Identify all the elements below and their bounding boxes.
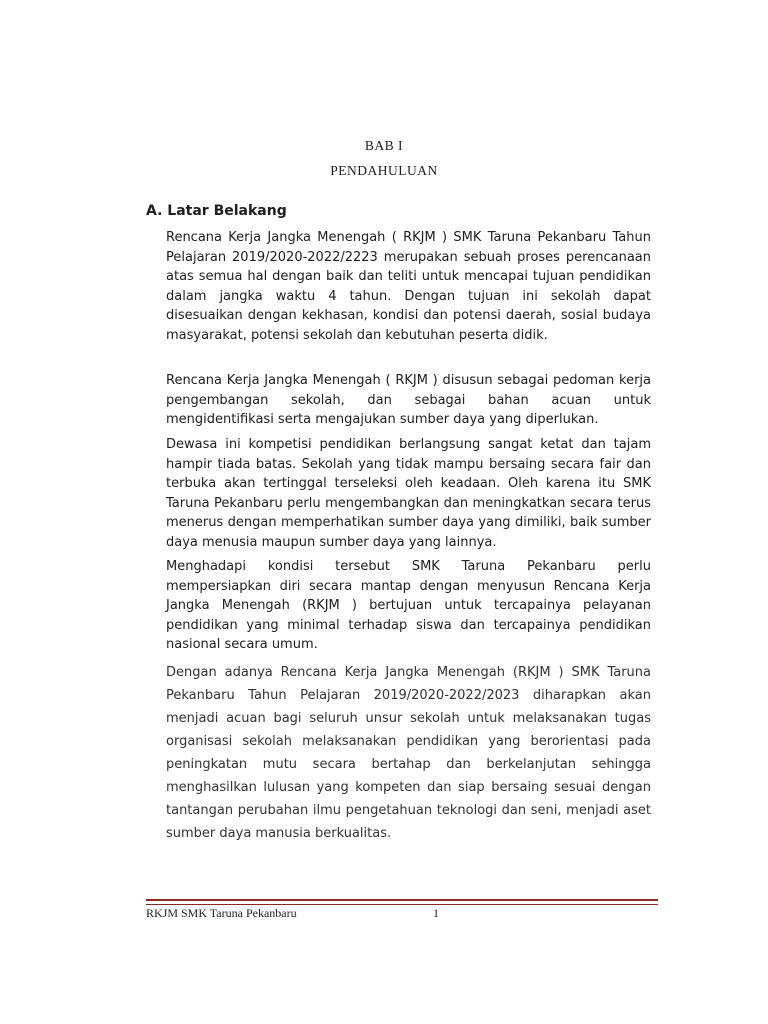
paragraph-2: Rencana Kerja Jangka Menengah ( RKJM ) disusun sebagai pedoman kerja pengembangan sekolah, dan sebagai bahan acuan untuk mengidentifikasi serta mengajukan sumber daya yang diperlukan.: [166, 373, 651, 427]
paragraph-3: Dewasa ini kompetisi pendidikan berlangsung sangat ketat dan tajam hampir tiada batas. Sekolah yang tidak mampu bersaing secara fair dan terbuka akan tertinggal terseleksi oleh keadaan. Oleh karena itu SMK Taruna Pekanbaru perlu mengembangkan dan meningkatkan secara terus menerus dengan memperhatikan sumber daya yang dimiliki, baik sumber daya menusia maupun sumber daya yang lainnya.: [166, 437, 651, 550]
chapter-heading: BAB I: [364, 138, 404, 153]
paragraph-4: Menghadapi kondisi tersebut SMK Taruna Pekanbaru perlu mempersiapkan diri secara mantap dengan menyusun Rencana Kerja Jangka Menengah (RKJM ) bertujuan untuk tercapainya pelayanan pendidikan yang minimal terhadap siswa dan tercapainya pendidikan nasional secara umum.: [166, 559, 651, 652]
footer-divider-thin: [146, 904, 658, 905]
paragraph-5: Dengan adanya Rencana Kerja Jangka Menengah (RKJM ) SMK Taruna Pekanbaru Tahun Pelajaran 2019/2020-2022/2023 diharapkan akan menjadi acuan bagi seluruh unsur sekolah untuk melaksanakan tugas organisasi sekolah melaksanakan pendidikan yang berorientasi pada peningkatan mutu secara bertahap dan berkelanjutan sehingga menghasilkan lulusan yang kompeten dan siap bersaing sesuai dengan tantangan perubahan ilmu pengetahuan teknologi dan seni, menjadi aset sumber daya manusia berkualitas.: [166, 665, 651, 841]
paragraph-1: Rencana Kerja Jangka Menengah ( RKJM ) SMK Taruna Pekanbaru Tahun Pelajaran 2019/2020-2022/2223 merupakan sebuah proses perencanaan atas semua hal dengan baik dan teliti untuk mencapai tujuan pendidikan dalam jangka waktu 4 tahun. Dengan tujuan ini sekolah dapat disesuaikan dengan kekhasan, kondisi dan potensi daerah, sosial budaya masyarakat, potensi sekolah dan kebutuhan peserta didik.: [166, 230, 651, 343]
footer-page-number: 1: [433, 906, 439, 920]
chapter-title: PENDAHULUAN: [330, 163, 438, 178]
footer-divider-thick: [146, 899, 658, 901]
footer-document-title: RKJM SMK Taruna Pekanbaru: [146, 906, 297, 920]
section-heading: A. Latar Belakang: [146, 203, 287, 219]
